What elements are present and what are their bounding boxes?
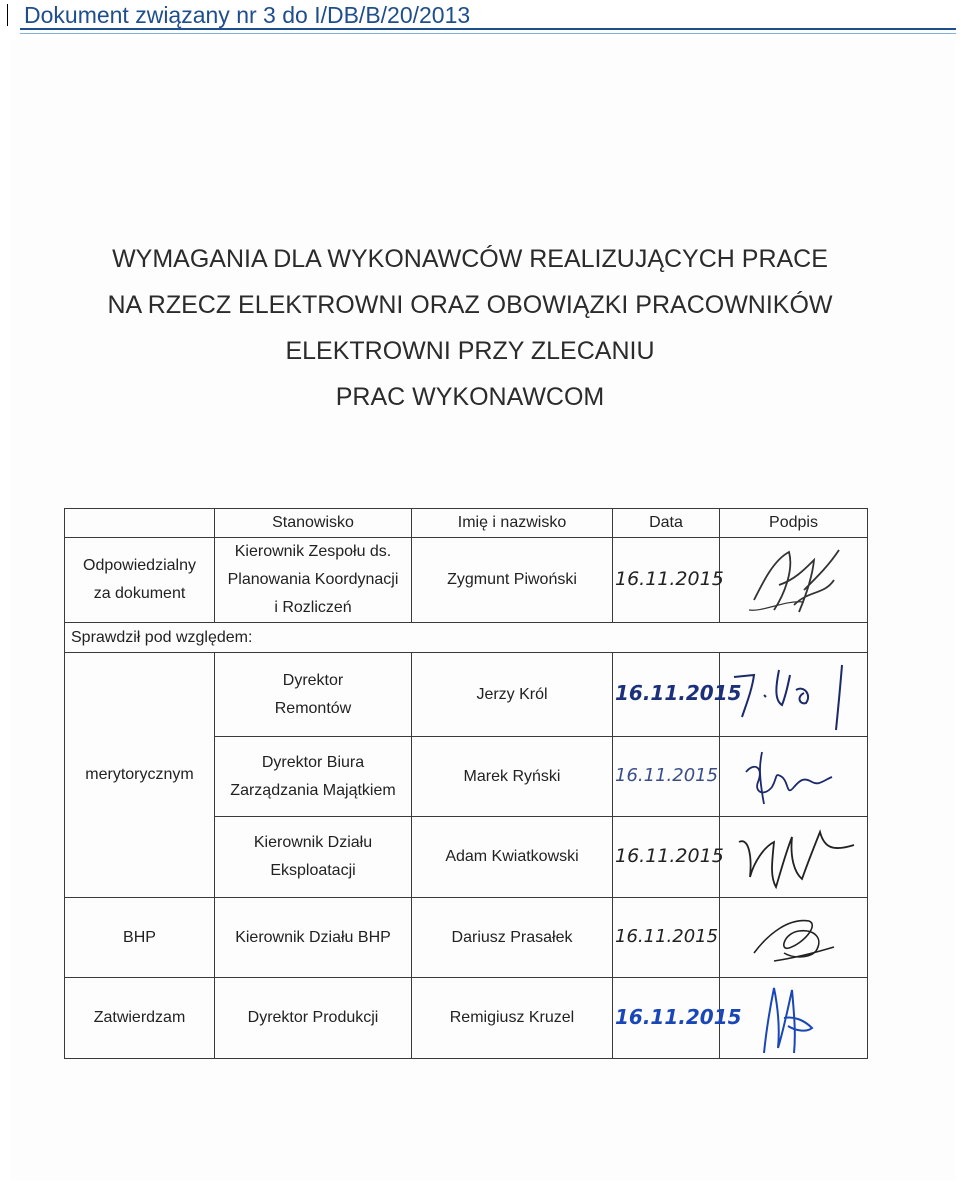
assets-name: Marek Ryński — [412, 737, 613, 817]
bhp-date-cell — [613, 898, 720, 978]
operations-position-line1: Kierownik Działu — [253, 834, 373, 851]
header-signature: Podpis — [720, 509, 868, 538]
responsible-date-cell — [613, 538, 724, 623]
signature-krol — [724, 655, 864, 735]
signature-kwiatkowski — [724, 817, 864, 897]
bhp-signature-cell — [720, 898, 868, 978]
repairs-date-cell — [613, 653, 742, 737]
bhp-name: Dariusz Prasałek — [412, 898, 613, 978]
table-row — [65, 978, 868, 1059]
header-title: Dokument związany nr 3 do I/DB/B/20/2013 — [24, 2, 471, 28]
table-header-row — [65, 509, 868, 538]
header-name: Imię i nazwisko — [412, 509, 613, 538]
title-line-2: NA RZECZ ELEKTROWNI ORAZ OBOWIĄZKI PRACOWNIKÓW — [107, 291, 833, 319]
bhp-label: BHP — [65, 898, 215, 978]
assets-date-cell — [613, 737, 720, 817]
substantive-label: merytorycznym — [65, 653, 215, 898]
approve-label: Zatwierdzam — [65, 978, 215, 1059]
table-row-checked — [65, 623, 868, 653]
repairs-signature-cell — [720, 653, 868, 737]
responsible-position — [215, 538, 412, 623]
responsible-label-line1: Odpowiedzialny — [83, 557, 196, 574]
title-line-4: PRAC WYKONAWCOM — [335, 383, 605, 411]
approval-table — [64, 508, 868, 1059]
approve-date: 16.11.2015 — [615, 1004, 742, 1029]
operations-position — [215, 817, 412, 898]
responsible-label — [65, 538, 215, 623]
header-rule-thin — [20, 33, 956, 34]
approve-name: Remigiusz Kruzel — [412, 978, 613, 1059]
bhp-position: Kierownik Działu BHP — [215, 898, 412, 978]
header-rule — [20, 28, 956, 30]
signature-prasalek — [734, 903, 854, 973]
repairs-position-line1: Dyrektor — [282, 671, 344, 689]
responsible-position-line3: i Rozliczeń — [274, 599, 352, 616]
header-position: Stanowisko — [215, 509, 412, 538]
operations-date: 16.11.2015 — [615, 845, 724, 867]
document-header — [0, 0, 960, 36]
table-row — [65, 898, 868, 978]
operations-signature-cell — [720, 817, 868, 898]
assets-signature-cell — [720, 737, 868, 817]
responsible-label-line2: za dokument — [93, 585, 186, 602]
repairs-position-line2: Remontów — [274, 699, 352, 717]
assets-position — [215, 737, 412, 817]
operations-date-cell — [613, 817, 724, 898]
bhp-date: 16.11.2015 — [615, 926, 719, 947]
repairs-date: 16.11.2015 — [615, 681, 742, 705]
repairs-name: Jerzy Król — [412, 653, 613, 737]
signature-rynski — [734, 742, 854, 812]
document-title — [0, 236, 940, 420]
approve-position: Dyrektor Produkcji — [215, 978, 412, 1059]
assets-position-line1: Dyrektor Biura — [261, 753, 365, 771]
assets-date: 16.11.2015 — [615, 765, 719, 786]
responsible-name: Zygmunt Piwoński — [412, 538, 613, 623]
checked-label: Sprawdził pod względem: — [65, 623, 868, 653]
header-empty-cell — [65, 509, 215, 538]
responsible-position-line2: Planowania Koordynacji — [227, 571, 399, 588]
title-line-3: ELEKTROWNI PRZY ZLECANIU — [285, 337, 655, 365]
table-row — [65, 538, 868, 623]
signature-piwonski — [734, 540, 854, 620]
repairs-position — [215, 653, 412, 737]
table-row — [65, 653, 868, 737]
signature-kruzel — [734, 978, 854, 1058]
approve-signature-cell — [720, 978, 868, 1059]
header-marker — [7, 4, 8, 26]
title-line-1: WYMAGANIA DLA WYKONAWCÓW REALIZUJĄCYCH PRACE — [112, 245, 828, 273]
responsible-position-line1: Kierownik Zespołu ds. — [234, 543, 392, 560]
assets-position-line2: Zarządzania Majątkiem — [230, 781, 396, 799]
responsible-signature-cell — [720, 538, 868, 623]
approve-date-cell — [613, 978, 742, 1059]
operations-position-line2: Eksploatacji — [270, 862, 356, 879]
responsible-date: 16.11.2015 — [615, 568, 724, 590]
operations-name: Adam Kwiatkowski — [412, 817, 613, 898]
header-date: Data — [613, 509, 720, 538]
